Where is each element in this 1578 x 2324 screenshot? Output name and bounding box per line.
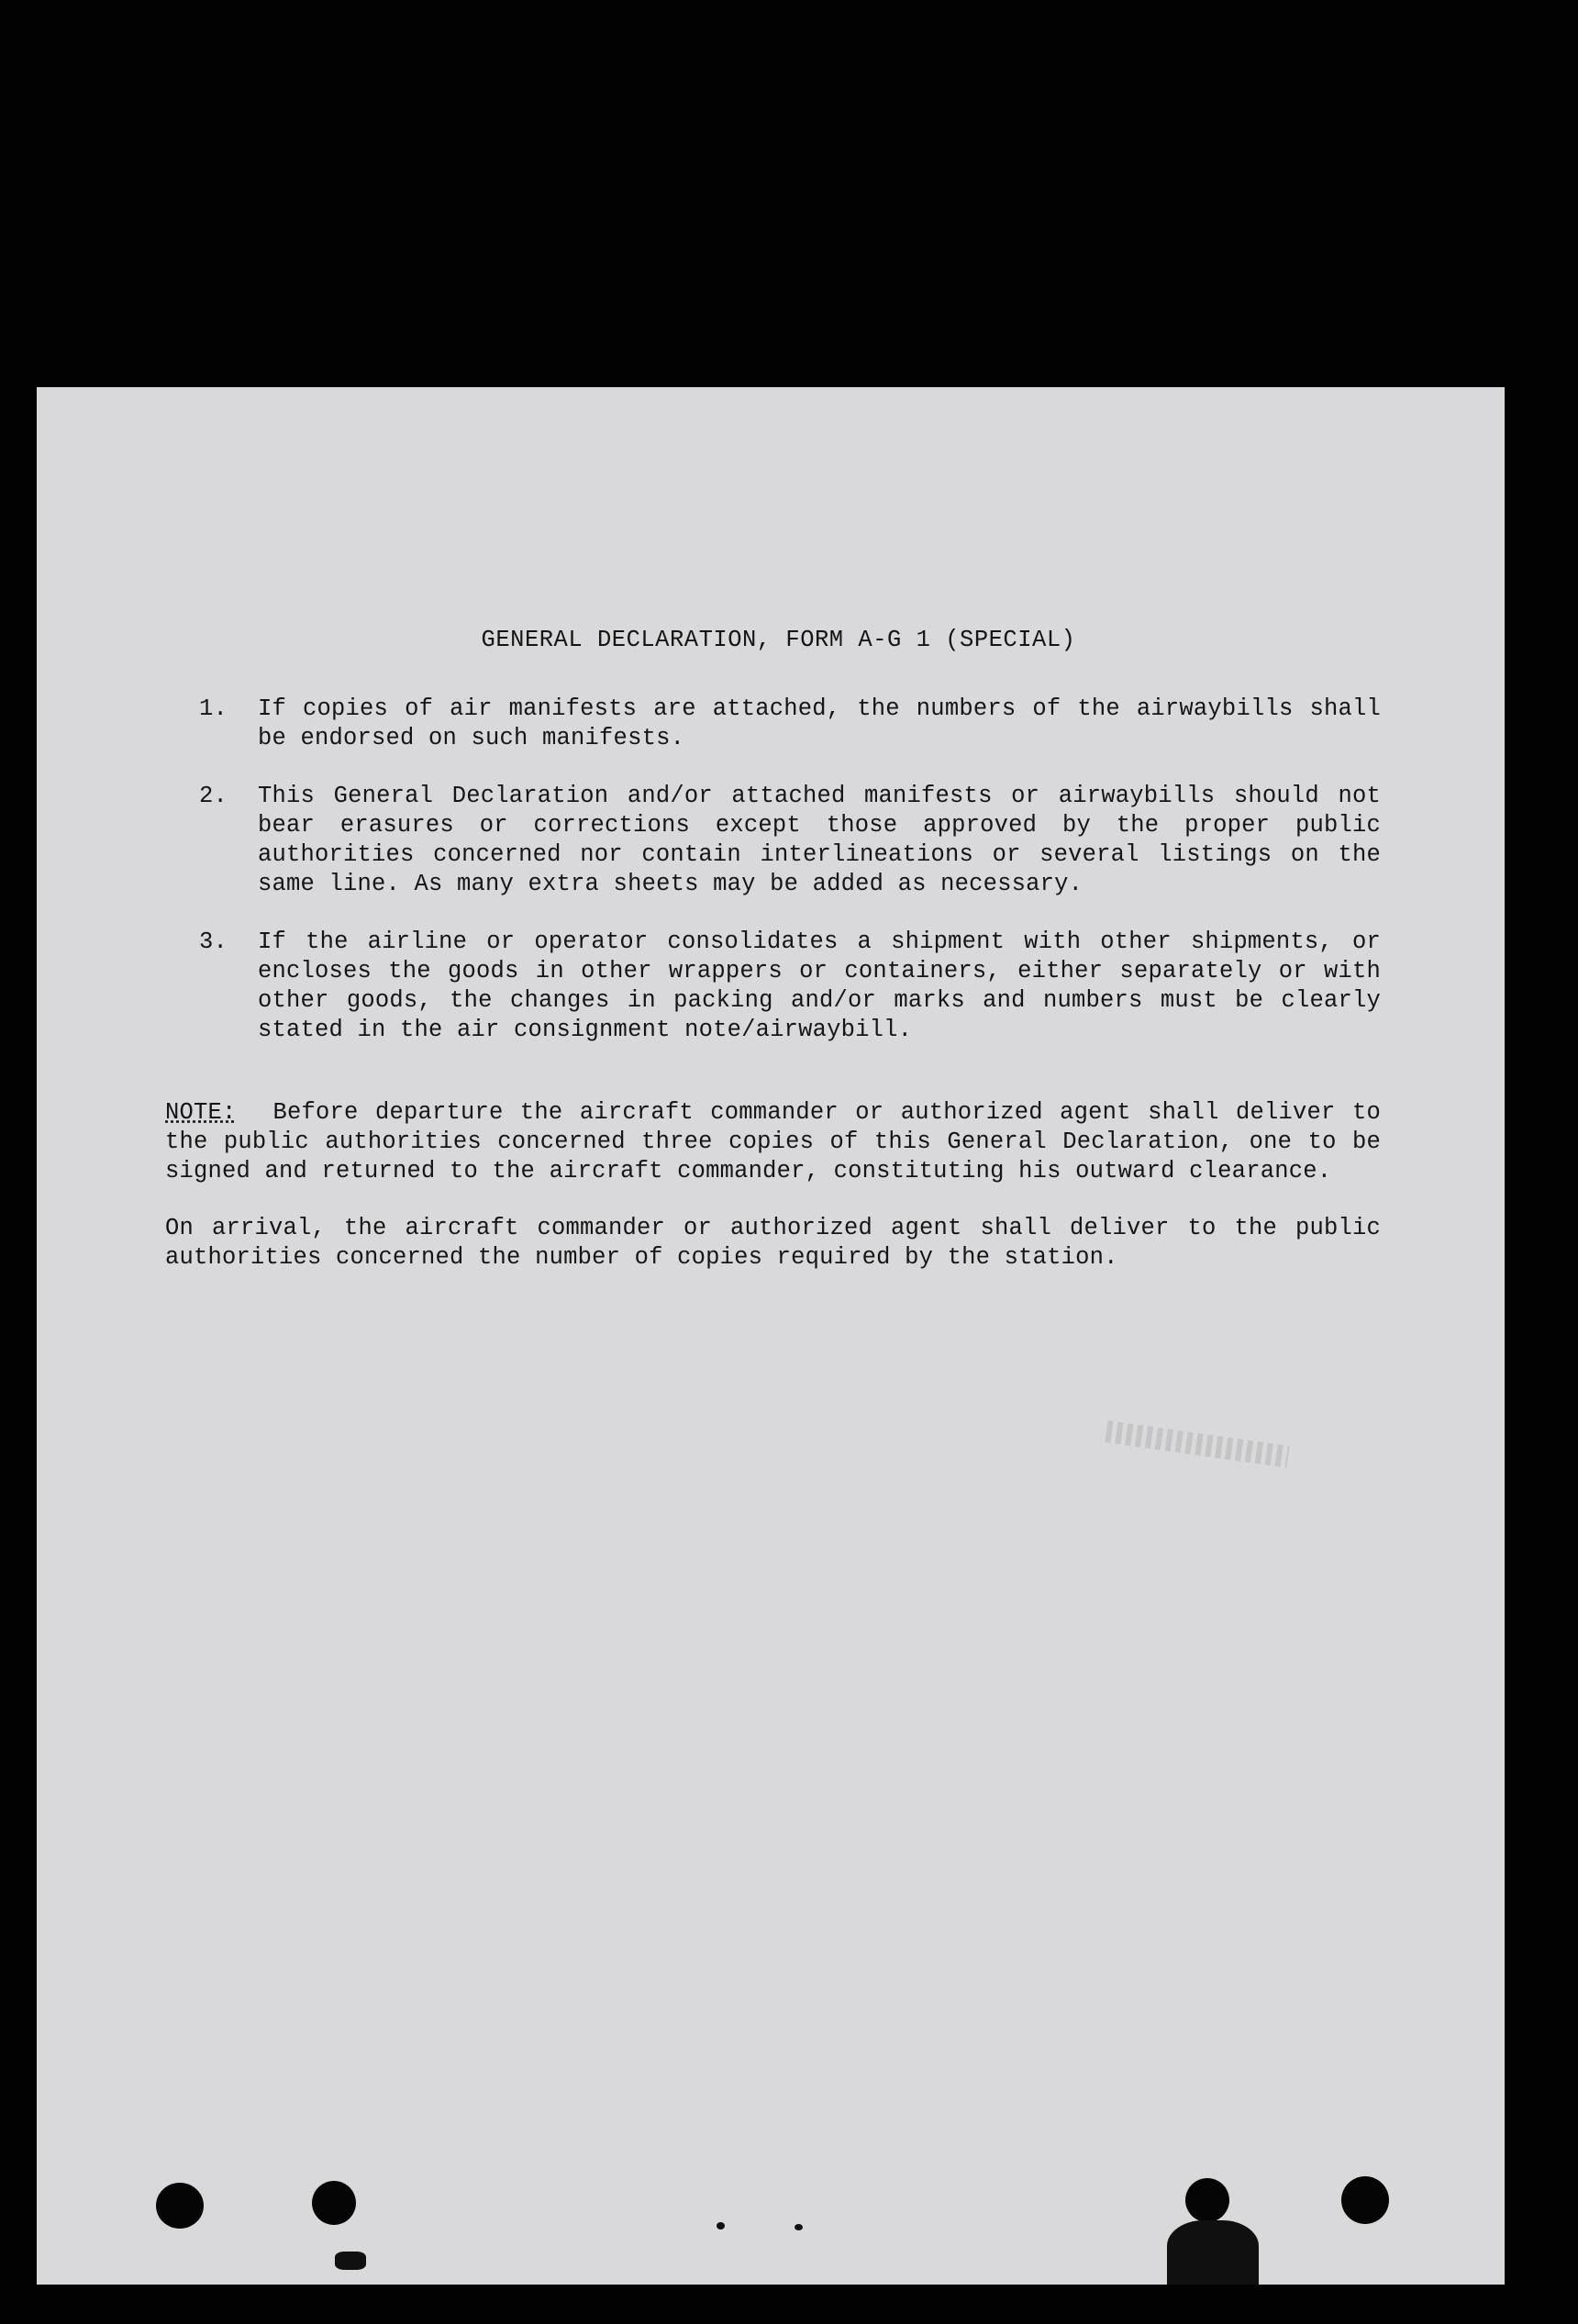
item-number: 2.: [199, 783, 228, 809]
punch-hole: [156, 2183, 204, 2229]
punch-hole: [312, 2181, 356, 2225]
dot-mark: [717, 2222, 725, 2229]
document-body: [165, 626, 1381, 1273]
instruction-item-2: [165, 782, 1381, 899]
note-label: NOTE:: [165, 1099, 237, 1126]
note-text: Before departure the aircraft commander or authorized agent shall deliver to the public authorities concerned three copies of this General Declaration, one to be signed and returned to the aircraft commander, constituting his outward clearance.: [165, 1099, 1381, 1184]
instruction-item-3: [165, 928, 1381, 1045]
smudge-mark: [335, 2252, 366, 2270]
punch-hole: [1341, 2176, 1389, 2224]
item-text: This General Declaration and/or attached manifests or airwaybills should not bear erasures or corrections except those approved by the proper public authorities concerned nor contain interlineations or several listings on the same line. As many extra sheets may be added as necessary.: [258, 783, 1381, 897]
note-paragraph: [165, 1098, 1381, 1186]
instruction-item-1: [165, 695, 1381, 753]
dot-mark: [795, 2224, 803, 2230]
item-number: 3.: [199, 928, 228, 955]
document-title: GENERAL DECLARATION, FORM A-G 1 (SPECIAL): [481, 627, 1076, 653]
item-number: 1.: [199, 695, 228, 722]
faint-stamp-mark: [1105, 1420, 1289, 1468]
torn-corner-mark: [1167, 2220, 1259, 2285]
item-text: If the airline or operator consolidates a shipment with other shipments, or encloses the goods in other wrappers or containers, either separately or with other goods, the changes in packing and/or marks and numbers must be clearly stated in the air consignment note/airwaybill.: [258, 928, 1381, 1043]
item-text: If copies of air manifests are attached, the numbers of the airwaybills shall be endorsed on such manifests.: [258, 695, 1381, 751]
punch-hole: [1185, 2178, 1229, 2222]
document-page: [37, 387, 1505, 2285]
arrival-paragraph: On arrival, the aircraft commander or authorized agent shall deliver to the public authorities concerned the number of copies required by the station.: [165, 1215, 1381, 1271]
